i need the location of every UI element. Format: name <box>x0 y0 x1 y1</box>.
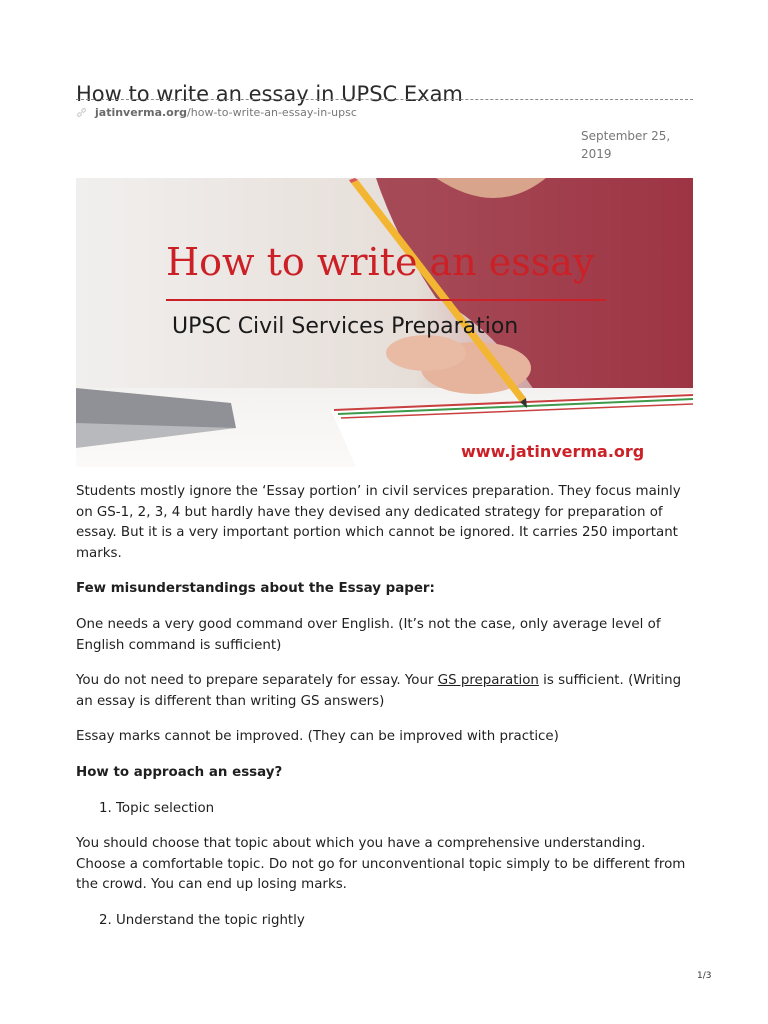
misunderstanding-2-after: is sufficient. (Writing an essay is different than writing GS answers) <box>76 673 682 709</box>
source-domain[interactable]: jatinverma.org <box>95 106 188 119</box>
hero-headline: How to write an essay <box>166 240 595 284</box>
steps-list-2 <box>76 911 693 932</box>
steps-list-1 <box>76 799 693 820</box>
page-number: 1/3 <box>697 971 712 981</box>
misunderstanding-3: Essay marks cannot be improved. (They can be improved with practice) <box>76 729 559 745</box>
topic-selection-paragraph: You should choose that topic about which you have a comprehensive understanding. Choose a comfortable topic. Do not go for unconventional topic simply to be different from the crowd. You can end up losing marks. <box>76 836 686 893</box>
gs-preparation-link[interactable]: GS preparation <box>437 673 539 689</box>
step-understand-topic: 2. Understand the topic rightly <box>116 911 693 932</box>
hero-image <box>76 178 693 467</box>
hero-watermark: www.jatinverma.org <box>461 442 645 461</box>
article-title: How to write an essay in UPSC Exam <box>76 82 463 107</box>
misunderstanding-2-before: You do not need to prepare separately for essay. Your <box>76 673 438 689</box>
article-body <box>76 482 693 947</box>
intro-paragraph: Students mostly ignore the ‘Essay portion’ in civil services preparation. They focus mainly on GS-1, 2, 3, 4 but hardly have they devised any dedicated strategy for preparation of essay. But it is a very important portion which cannot be ignored. It carries 250 important marks. <box>76 484 681 561</box>
misunderstanding-2 <box>76 671 693 712</box>
step-topic-selection: 1. Topic selection <box>116 799 693 820</box>
hero-subheadline: UPSC Civil Services Preparation <box>172 314 519 339</box>
approach-heading: How to approach an essay? <box>76 764 283 780</box>
source-url[interactable] <box>76 106 357 119</box>
title-divider <box>76 99 693 100</box>
misunderstanding-1: One needs a very good command over English. (It’s not the case, only average level of English command is sufficient) <box>76 616 661 653</box>
misunderstandings-heading: Few misunderstandings about the Essay paper: <box>76 581 435 597</box>
source-path[interactable]: /how-to-write-an-essay-in-upsc <box>187 106 357 119</box>
publish-date: September 25, 2019 <box>581 129 671 161</box>
link-icon <box>76 107 87 118</box>
